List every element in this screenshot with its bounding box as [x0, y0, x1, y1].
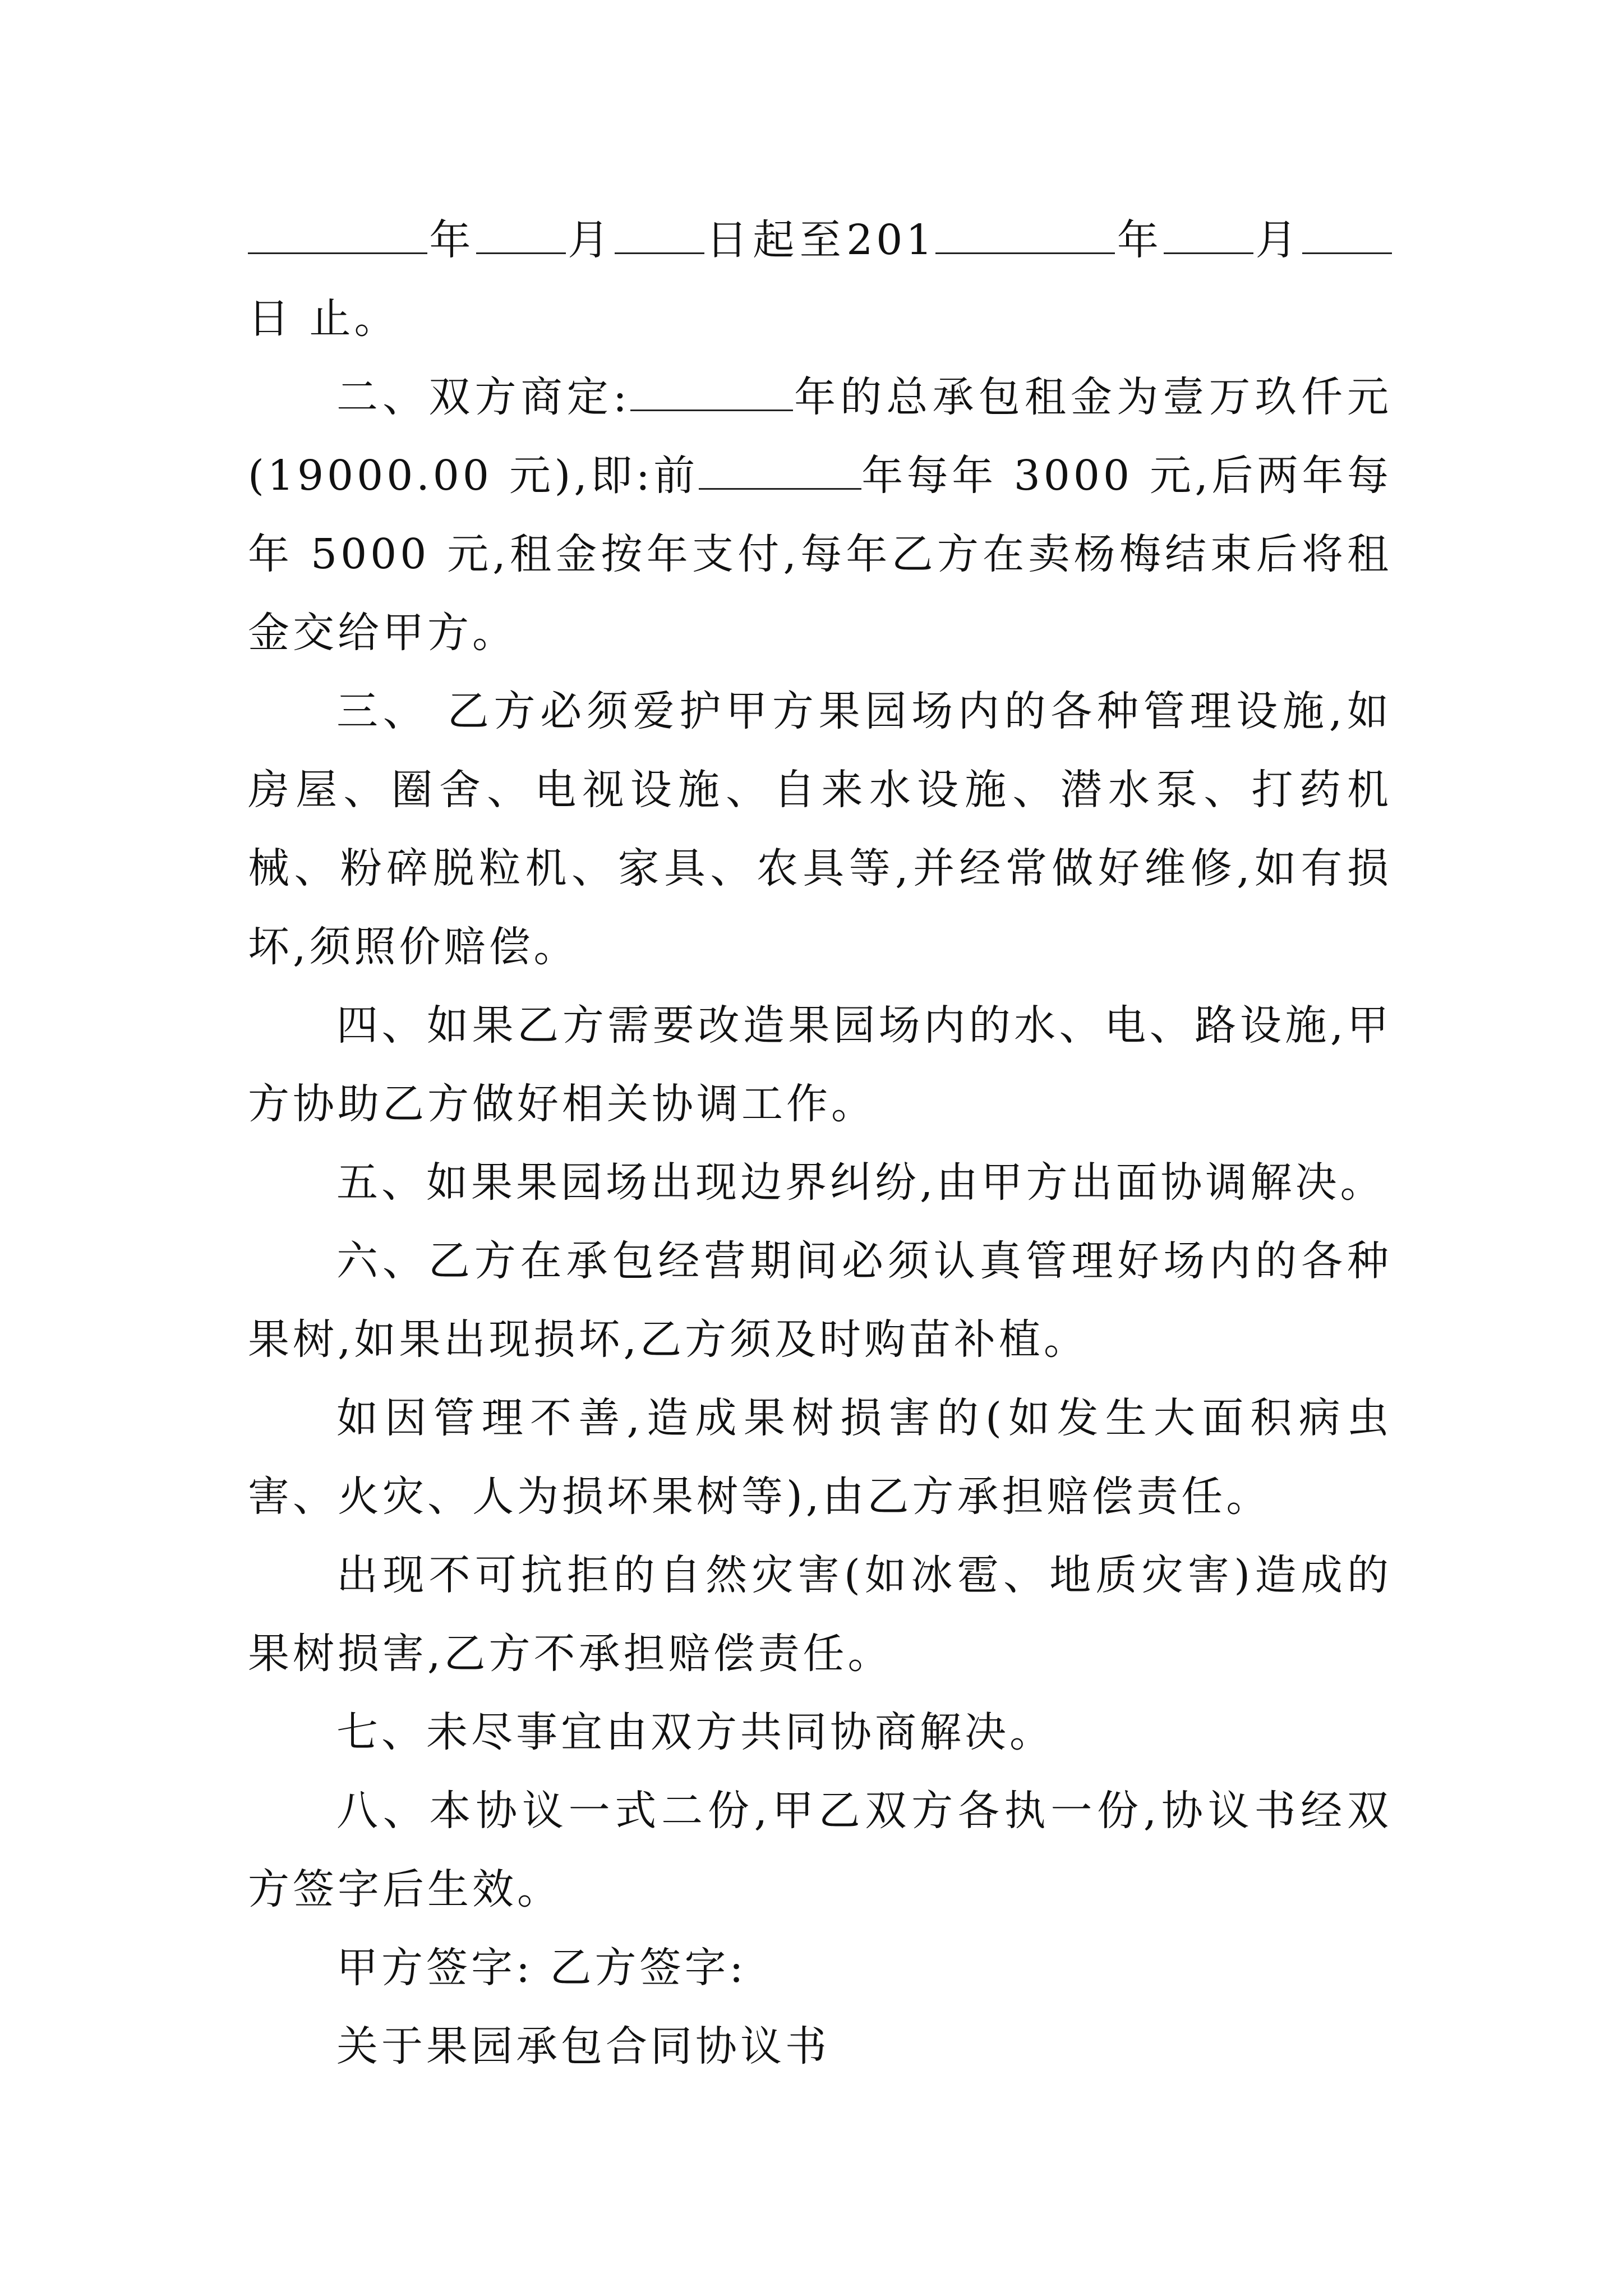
clause-6: 六、乙方在承包经营期间必须认真管理好场内的各种果树,如果出现损坏,乙方须及时购苗补植。: [248, 1237, 1392, 1364]
blank-end-month: [1164, 211, 1253, 254]
blank-end-year: [935, 211, 1115, 254]
clause-4: 四、如果乙方需要改造果园场内的水、电、路设施,甲方协助乙方做好相关协调工作。: [248, 1001, 1392, 1128]
blank-total-years: [630, 368, 793, 411]
blank-start-year: [248, 211, 427, 254]
blank-end-day: [1302, 211, 1392, 254]
clause-2: [248, 358, 1392, 672]
clause-8: 八、本协议一式二份,甲乙双方各执一份,协议书经双方签字后生效。: [248, 1787, 1392, 1913]
clause-5: 五、如果果园场出现边界纠纷,由甲方出面协调解决。: [336, 1158, 1385, 1207]
end-year-prefix: 201: [846, 216, 936, 264]
closing-title: 关于果园承包合同协议书: [336, 2022, 830, 2070]
clause-2-prefix: 二、双方商定:: [336, 373, 630, 421]
blank-start-month: [476, 211, 566, 254]
clause-7: 七、未尽事宜由双方共同协商解决。: [336, 1708, 1054, 1756]
clause-6-damage: 如因管理不善,造成果树损害的(如发生大面积病虫害、火灾、人为损坏果树等),由乙方承担赔偿责任。: [248, 1394, 1392, 1521]
day-label: 日起至: [704, 216, 847, 264]
clause-6-force-majeure: 出现不可抗拒的自然灾害(如冰雹、地质灾害)造成的果树损害,乙方不承担赔偿责任。: [248, 1551, 1392, 1678]
year-label: 年: [427, 216, 476, 264]
month-label: 月: [565, 216, 615, 264]
blank-first-years: [699, 447, 861, 490]
document-body: [248, 201, 1392, 2086]
month-label-2: 月: [1253, 216, 1303, 264]
signature-line: 甲方签字: 乙方签字:: [336, 1944, 747, 1992]
day-label-2: 日: [248, 295, 293, 343]
term-end-text: 止。: [309, 295, 399, 343]
year-label-2: 年: [1115, 216, 1164, 264]
term-dates-line: [248, 201, 1392, 358]
clause-3: 三、 乙方必须爱护甲方果园场内的各种管理设施,如房屋、圈舍、电视设施、自来水设施、潜水泵、打药机械、粉碎脱粒机、家具、农具等,并经常做好维修,如有损坏,须照价赔偿。: [248, 687, 1392, 971]
blank-start-day: [615, 211, 704, 254]
clause-2-middle: 年的总承包租金为壹万玖仟元(19000.00 元),即:前: [248, 373, 1393, 500]
clause-2-suffix: 年每年 3000 元,后两年每年 5000 元,租金按年支付,每年乙方在卖杨梅结束后将租金交给甲方。: [248, 452, 1393, 657]
